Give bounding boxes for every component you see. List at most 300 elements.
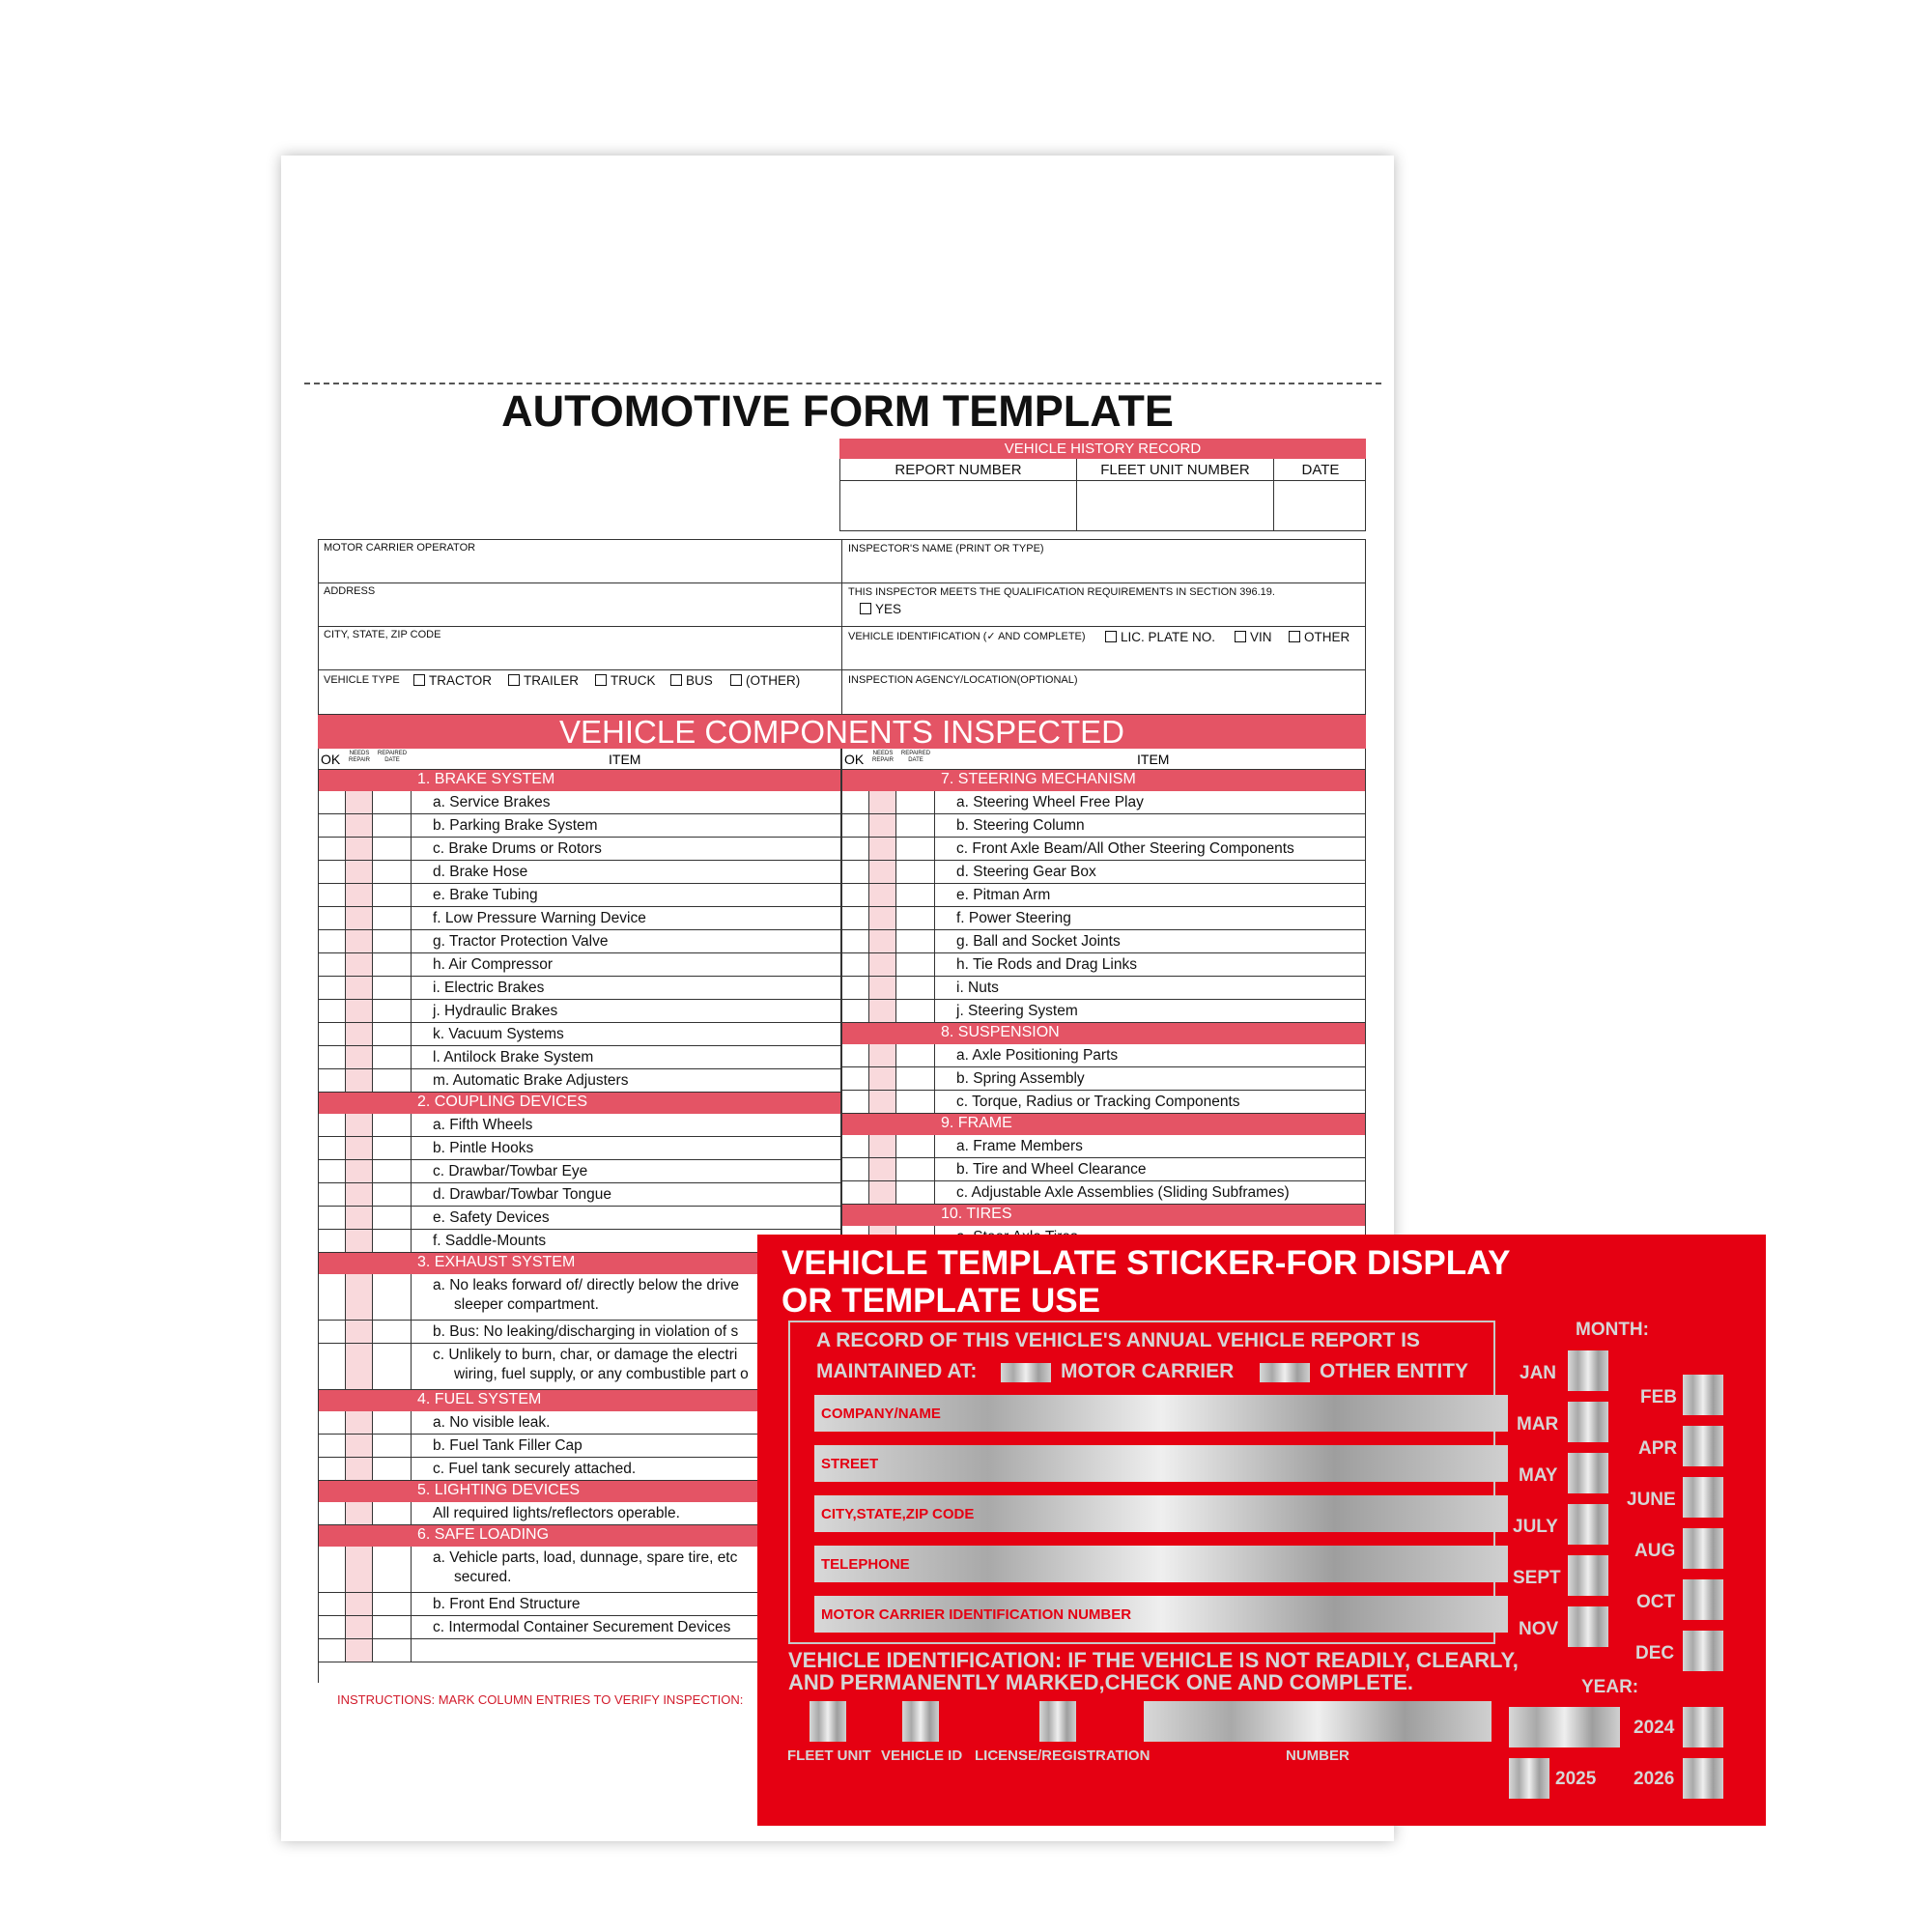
repaired-date-cell[interactable] <box>896 953 935 976</box>
ok-checkbox-cell[interactable] <box>842 1135 869 1157</box>
item-text <box>433 1346 749 1384</box>
month-label: MONTH: <box>1576 1320 1649 1340</box>
repaired-date-cell[interactable] <box>896 1091 935 1113</box>
needs-repair-cell[interactable] <box>346 1547 373 1592</box>
section-title: 1. BRAKE SYSTEM <box>417 771 555 787</box>
repaired-date-cell[interactable] <box>373 861 412 883</box>
needs-repair-cell[interactable] <box>346 1458 373 1480</box>
repaired-date-cell[interactable] <box>373 814 412 837</box>
vehicle-type-bus[interactable]: BUS <box>670 673 713 688</box>
ok-checkbox-cell[interactable] <box>842 838 869 860</box>
date-cell[interactable] <box>1274 459 1367 530</box>
table-row <box>319 1137 840 1160</box>
repaired-date-cell[interactable] <box>373 791 412 813</box>
ok-checkbox-cell[interactable] <box>319 1160 346 1182</box>
ok-checkbox-cell[interactable] <box>842 1091 869 1113</box>
ok-checkbox-cell[interactable] <box>842 1067 869 1090</box>
month-jan-label: JAN <box>1520 1363 1557 1383</box>
month-dec-label: DEC <box>1635 1643 1675 1663</box>
item-text <box>433 1322 738 1342</box>
telephone-field[interactable] <box>814 1546 1508 1582</box>
needs-repair-cell[interactable] <box>869 838 896 860</box>
needs-repair-cell[interactable] <box>869 814 896 837</box>
ok-checkbox-cell[interactable] <box>319 1321 346 1343</box>
item-text <box>433 839 602 859</box>
needs-repair-cell[interactable] <box>869 1091 896 1113</box>
item-text <box>433 1460 636 1479</box>
item-text <box>433 1595 581 1614</box>
fleet-unit-number-label: FLEET UNIT NUMBER <box>1100 462 1250 478</box>
repaired-date-cell[interactable] <box>896 1000 935 1022</box>
motor-carrier-option: MOTOR CARRIER <box>1061 1360 1235 1382</box>
item-text-line: a. No visible leak. <box>433 1414 551 1431</box>
month-aug-box[interactable] <box>1683 1528 1723 1569</box>
ok-checkbox-cell[interactable] <box>319 1458 346 1480</box>
ok-checkbox-cell[interactable] <box>842 1044 869 1066</box>
ok-checkbox-cell[interactable] <box>319 1137 346 1159</box>
repaired-date-cell[interactable] <box>373 1593 412 1615</box>
needs-repair-cell[interactable] <box>346 791 373 813</box>
ok-checkbox-cell[interactable] <box>319 1046 346 1068</box>
month-feb-box[interactable] <box>1683 1375 1723 1415</box>
item-text <box>433 886 538 905</box>
needs-repair-cell[interactable] <box>346 1502 373 1524</box>
item-text <box>956 793 1144 812</box>
item-text-line: l. Antilock Brake System <box>433 1049 594 1065</box>
item-text-line: h. Tie Rods and Drag Links <box>956 956 1137 973</box>
month-mar-box[interactable] <box>1568 1402 1608 1442</box>
repaired-date-cell[interactable] <box>373 1023 412 1045</box>
table-row <box>842 953 1365 977</box>
month-nov-box[interactable] <box>1568 1606 1608 1647</box>
ok-checkbox-cell[interactable] <box>842 977 869 999</box>
fleet-unit-label: FLEET UNIT <box>787 1747 871 1764</box>
table-row <box>319 861 840 884</box>
report-number-cell[interactable] <box>840 459 1077 530</box>
report-number-label: REPORT NUMBER <box>895 462 1022 478</box>
ok-checkbox-cell[interactable] <box>842 884 869 906</box>
id-option-other[interactable]: OTHER <box>1289 630 1350 644</box>
repaired-date-cell[interactable] <box>373 1616 412 1638</box>
item-text <box>956 1046 1118 1065</box>
needs-repair-cell[interactable] <box>869 1000 896 1022</box>
needs-repair-cell[interactable] <box>346 1207 373 1229</box>
repaired-date-cell[interactable] <box>373 1114 412 1136</box>
vehicle-type-trailer[interactable]: TRAILER <box>508 673 579 688</box>
repaired-date-cell[interactable] <box>896 1181 935 1204</box>
repaired-date-cell[interactable] <box>373 1502 412 1524</box>
needs-repair-cell[interactable] <box>869 1135 896 1157</box>
needs-repair-cell[interactable] <box>869 953 896 976</box>
ok-checkbox-cell[interactable] <box>319 1230 346 1252</box>
needs-repair-cell[interactable] <box>346 1639 373 1662</box>
ok-checkbox-cell[interactable] <box>319 953 346 976</box>
repaired-date-cell[interactable] <box>896 814 935 837</box>
needs-repair-cell[interactable] <box>346 1069 373 1092</box>
item-text <box>433 1002 557 1021</box>
table-row <box>319 1114 840 1137</box>
repaired-date-cell[interactable] <box>373 1274 412 1320</box>
item-text-line: b. Pintle Hooks <box>433 1140 534 1156</box>
ok-checkbox-cell[interactable] <box>842 907 869 929</box>
needs-repair-cell[interactable] <box>346 884 373 906</box>
month-sept-label: SEPT <box>1513 1568 1561 1588</box>
needs-repair-cell[interactable] <box>346 907 373 929</box>
ok-checkbox-cell[interactable] <box>319 1411 346 1434</box>
item-text-line: secured. <box>454 1569 512 1585</box>
needs-repair-cell[interactable] <box>346 1137 373 1159</box>
month-sept-box[interactable] <box>1568 1555 1608 1596</box>
table-row <box>842 1158 1365 1181</box>
month-june-box[interactable] <box>1683 1477 1723 1518</box>
ok-header: OK <box>844 752 865 767</box>
needs-repair-cell[interactable] <box>346 1435 373 1457</box>
table-row <box>319 1046 840 1069</box>
table-row <box>842 907 1365 930</box>
ok-checkbox-cell[interactable] <box>319 1000 346 1022</box>
year-blank-box[interactable] <box>1509 1707 1620 1747</box>
month-june-label: JUNE <box>1627 1490 1676 1510</box>
ok-checkbox-cell[interactable] <box>319 1593 346 1615</box>
repaired-date-cell[interactable] <box>896 884 935 906</box>
month-mar-label: MAR <box>1517 1414 1559 1435</box>
company-name-label: COMPANY/NAME <box>821 1406 941 1422</box>
table-row <box>842 791 1365 814</box>
month-july-label: JULY <box>1513 1517 1558 1537</box>
table-row <box>319 930 840 953</box>
item-text <box>433 955 553 975</box>
company-name-field[interactable] <box>814 1395 1508 1432</box>
table-row <box>842 1181 1365 1205</box>
ok-checkbox-cell[interactable] <box>319 1639 346 1662</box>
needs-repair-cell[interactable] <box>346 1230 373 1252</box>
needs-repair-cell[interactable] <box>346 1046 373 1068</box>
fleet-unit-checkbox[interactable] <box>810 1701 846 1742</box>
repaired-date-cell[interactable] <box>373 1183 412 1206</box>
repaired-date-cell[interactable] <box>373 1411 412 1434</box>
repaired-date-cell[interactable] <box>896 1135 935 1157</box>
ok-checkbox-cell[interactable] <box>842 791 869 813</box>
ok-checkbox-cell[interactable] <box>319 1207 346 1229</box>
item-text <box>433 1048 593 1067</box>
item-text-line: j. Steering System <box>956 1003 1078 1019</box>
repaired-date-cell[interactable] <box>373 1069 412 1092</box>
item-text-line: b. Steering Column <box>956 817 1085 834</box>
item-text-line: f. Saddle-Mounts <box>433 1233 547 1249</box>
vehicle-type-truck[interactable]: TRUCK <box>595 673 656 688</box>
perforation-line <box>304 383 1381 384</box>
ok-checkbox-cell[interactable] <box>319 1547 346 1592</box>
repaired-date-cell[interactable] <box>373 953 412 976</box>
needs-repair-cell[interactable] <box>869 977 896 999</box>
ok-checkbox-cell[interactable] <box>319 838 346 860</box>
needs-repair-cell[interactable] <box>869 907 896 929</box>
ok-checkbox-cell[interactable] <box>319 1023 346 1045</box>
needs-repair-cell[interactable] <box>869 791 896 813</box>
item-text-line: f. Power Steering <box>956 910 1071 926</box>
ok-checkbox-cell[interactable] <box>319 861 346 883</box>
number-field[interactable] <box>1144 1701 1492 1742</box>
item-text-line: d. Brake Hose <box>433 864 528 880</box>
item-header: ITEM <box>609 752 641 767</box>
needs-repair-cell[interactable] <box>346 1160 373 1182</box>
instructions-text: INSTRUCTIONS: MARK COLUMN ENTRIES TO VERIFY INSPECTION: <box>337 1692 744 1707</box>
ok-header: OK <box>321 752 341 767</box>
year-2026-box[interactable] <box>1683 1758 1723 1799</box>
repaired-date-cell[interactable] <box>896 977 935 999</box>
city-state-zip-field[interactable] <box>814 1495 1508 1532</box>
needs-repair-cell[interactable] <box>346 930 373 952</box>
motor-carrier-checkbox[interactable] <box>1001 1363 1051 1382</box>
needs-repair-cell[interactable] <box>346 1023 373 1045</box>
item-text <box>433 1232 546 1251</box>
item-text-line: a. Frame Members <box>956 1138 1083 1154</box>
item-text <box>956 1183 1290 1203</box>
qualification-yes[interactable]: YES <box>860 602 901 616</box>
ok-checkbox-cell[interactable] <box>319 1069 346 1092</box>
repaired-date-cell[interactable] <box>373 1458 412 1480</box>
fleet-unit-number-cell[interactable] <box>1077 459 1274 530</box>
section-header <box>319 1093 840 1114</box>
inspection-agency-label: INSPECTION AGENCY/LOCATION(OPTIONAL) <box>848 674 1078 686</box>
item-text <box>956 1002 1078 1021</box>
table-row <box>319 1207 840 1230</box>
needs-repair-cell[interactable] <box>346 1114 373 1136</box>
month-oct-label: OCT <box>1636 1592 1676 1612</box>
vehicle-id-label: VEHICLE ID <box>881 1747 963 1764</box>
repaired-date-cell[interactable] <box>896 791 935 813</box>
id-option-vin[interactable]: VIN <box>1235 630 1272 644</box>
section-title: 7. STEERING MECHANISM <box>941 771 1136 787</box>
ok-checkbox-cell[interactable] <box>319 1114 346 1136</box>
item-text <box>956 932 1121 952</box>
repaired-date-cell[interactable] <box>373 1207 412 1229</box>
ok-checkbox-cell[interactable] <box>319 907 346 929</box>
repaired-date-cell[interactable] <box>373 1321 412 1343</box>
table-row <box>319 1183 840 1207</box>
month-feb-label: FEB <box>1640 1387 1677 1407</box>
ok-checkbox-cell[interactable] <box>842 814 869 837</box>
other-entity-checkbox[interactable] <box>1260 1363 1310 1382</box>
section-title: 2. COUPLING DEVICES <box>417 1094 588 1110</box>
vehicle-type-tractor[interactable]: TRACTOR <box>413 673 492 688</box>
repaired-date-cell[interactable] <box>373 1639 412 1662</box>
mc-id-number-field[interactable] <box>814 1596 1508 1633</box>
item-text-line: a. Service Brakes <box>433 794 551 810</box>
needs-repair-cell[interactable] <box>869 1181 896 1204</box>
repaired-date-cell[interactable] <box>373 930 412 952</box>
month-may-box[interactable] <box>1568 1453 1608 1493</box>
components-title-bar: VEHICLE COMPONENTS INSPECTED <box>318 715 1366 749</box>
ok-checkbox-cell[interactable] <box>319 977 346 999</box>
history-record-table <box>839 459 1366 531</box>
table-row <box>842 1000 1365 1023</box>
table-row <box>842 838 1365 861</box>
item-text <box>433 1208 550 1228</box>
needs-repair-cell[interactable] <box>346 1593 373 1615</box>
ok-checkbox-cell[interactable] <box>319 930 346 952</box>
repaired-date-cell[interactable] <box>373 907 412 929</box>
needs-repair-cell[interactable] <box>346 1616 373 1638</box>
month-apr-label: APR <box>1638 1438 1678 1459</box>
repaired-date-cell[interactable] <box>896 838 935 860</box>
needs-repair-cell[interactable] <box>346 953 373 976</box>
repaired-date-cell[interactable] <box>896 1158 935 1180</box>
needs-repair-cell[interactable] <box>346 1321 373 1343</box>
needs-repair-cell[interactable] <box>346 1344 373 1389</box>
item-text-line: d. Drawbar/Towbar Tongue <box>433 1186 611 1203</box>
ok-checkbox-cell[interactable] <box>319 1344 346 1389</box>
ok-checkbox-cell[interactable] <box>842 1181 869 1204</box>
item-text-line: a. No leaks forward of/ directly below the drive <box>433 1277 740 1293</box>
repaired-date-cell[interactable] <box>373 1160 412 1182</box>
item-text <box>956 1093 1240 1112</box>
ok-checkbox-cell[interactable] <box>842 861 869 883</box>
maintained-at-label: MAINTAINED AT: <box>816 1360 978 1382</box>
item-text-line: c. Fuel tank securely attached. <box>433 1461 637 1477</box>
month-dec-box[interactable] <box>1683 1631 1723 1671</box>
repaired-date-cell[interactable] <box>373 977 412 999</box>
repaired-date-cell[interactable] <box>373 1046 412 1068</box>
id-option-lic-plate[interactable]: LIC. PLATE NO. <box>1105 630 1215 644</box>
ok-checkbox-cell[interactable] <box>319 1183 346 1206</box>
repaired-date-cell[interactable] <box>896 1044 935 1066</box>
right-components-table <box>841 770 1366 1235</box>
needs-repair-cell[interactable] <box>346 814 373 837</box>
table-row <box>842 930 1365 953</box>
item-text-line: c. Torque, Radius or Tracking Components <box>956 1094 1240 1110</box>
vehicle-id-checkbox[interactable] <box>902 1701 939 1742</box>
ok-checkbox-cell[interactable] <box>842 1158 869 1180</box>
item-text-line: c. Adjustable Axle Assemblies (Sliding Subframes) <box>956 1184 1290 1201</box>
needs-repair-cell[interactable] <box>346 838 373 860</box>
needs-repair-cell[interactable] <box>869 884 896 906</box>
sticker-title <box>781 1244 1511 1320</box>
needs-repair-cell[interactable] <box>869 1158 896 1180</box>
repaired-date-cell[interactable] <box>373 1547 412 1592</box>
repaired-date-cell[interactable] <box>373 1435 412 1457</box>
inspector-name-label: INSPECTOR'S NAME (PRINT OR TYPE) <box>848 543 1044 554</box>
year-2025-box[interactable] <box>1509 1758 1549 1799</box>
table-row <box>319 1069 840 1093</box>
item-text <box>956 955 1137 975</box>
needs-repair-cell[interactable] <box>346 1183 373 1206</box>
repaired-date-cell[interactable] <box>896 907 935 929</box>
item-text <box>956 909 1071 928</box>
month-july-box[interactable] <box>1568 1504 1608 1545</box>
table-row <box>842 1091 1365 1114</box>
item-text <box>433 1504 680 1523</box>
item-text-line: c. Unlikely to burn, char, or damage the electri <box>433 1347 738 1363</box>
needs-repair-cell[interactable] <box>346 977 373 999</box>
checkbox-icon <box>730 674 742 686</box>
table-row <box>842 861 1365 884</box>
repaired-date-cell[interactable] <box>373 1230 412 1252</box>
item-text-line: b. Spring Assembly <box>956 1070 1085 1087</box>
checkbox-icon <box>595 674 607 686</box>
license-registration-checkbox[interactable] <box>1039 1701 1076 1742</box>
table-row <box>842 1044 1365 1067</box>
month-oct-box[interactable] <box>1683 1579 1723 1620</box>
vehicle-identification-line2: AND PERMANENTLY MARKED,CHECK ONE AND COMPLETE. <box>788 1670 1414 1694</box>
ok-checkbox-cell[interactable] <box>842 953 869 976</box>
repaired-date-cell[interactable] <box>373 1000 412 1022</box>
item-text <box>433 793 550 812</box>
table-row <box>319 907 840 930</box>
table-row <box>319 977 840 1000</box>
table-row <box>319 814 840 838</box>
needs-repair-cell[interactable] <box>869 1067 896 1090</box>
needs-repair-cell[interactable] <box>869 930 896 952</box>
ok-checkbox-cell[interactable] <box>319 1502 346 1524</box>
sticker-title-line1: VEHICLE TEMPLATE STICKER-FOR DISPLAY <box>781 1244 1511 1282</box>
needs-repair-cell[interactable] <box>869 1044 896 1066</box>
item-text-line: wiring, fuel supply, or any combustible part o <box>454 1366 749 1382</box>
section-header <box>842 770 1365 791</box>
ok-checkbox-cell[interactable] <box>842 930 869 952</box>
item-text <box>433 1162 587 1181</box>
item-text-line: g. Ball and Socket Joints <box>956 933 1121 950</box>
city-state-zip-label: CITY,STATE,ZIP CODE <box>821 1506 975 1522</box>
section-header <box>842 1205 1365 1226</box>
item-text <box>956 886 1050 905</box>
street-field[interactable] <box>814 1445 1508 1482</box>
year-2025-label: 2025 <box>1555 1769 1597 1789</box>
ok-checkbox-cell[interactable] <box>319 814 346 837</box>
repaired-date-cell[interactable] <box>373 1137 412 1159</box>
ok-checkbox-cell[interactable] <box>842 1000 869 1022</box>
checkbox-icon <box>860 603 871 614</box>
needs-repair-cell[interactable] <box>346 861 373 883</box>
month-apr-box[interactable] <box>1683 1426 1723 1466</box>
item-text-line: a. Fifth Wheels <box>433 1117 533 1133</box>
item-text <box>433 816 598 836</box>
table-row <box>319 838 840 861</box>
vehicle-sticker <box>757 1235 1766 1826</box>
item-text-line: e. Pitman Arm <box>956 887 1051 903</box>
repaired-date-cell[interactable] <box>896 930 935 952</box>
ok-checkbox-cell[interactable] <box>319 1435 346 1457</box>
needs-repair-cell[interactable] <box>869 861 896 883</box>
item-text-line: b. Tire and Wheel Clearance <box>956 1161 1147 1178</box>
needs-repair-cell[interactable] <box>346 1000 373 1022</box>
repaired-date-cell[interactable] <box>373 838 412 860</box>
item-text <box>433 863 527 882</box>
vehicle-type-other[interactable]: (OTHER) <box>730 673 800 688</box>
item-text-line: d. Steering Gear Box <box>956 864 1096 880</box>
ok-checkbox-cell[interactable] <box>319 1616 346 1638</box>
year-2024-box[interactable] <box>1683 1707 1723 1747</box>
table-row <box>842 884 1365 907</box>
section-title: 9. FRAME <box>941 1115 1012 1131</box>
item-text <box>433 909 646 928</box>
needs-repair-cell[interactable] <box>346 1411 373 1434</box>
repaired-date-cell[interactable] <box>896 861 935 883</box>
ok-checkbox-cell[interactable] <box>319 884 346 906</box>
needs-repair-cell[interactable] <box>346 1274 373 1320</box>
telephone-label: TELEPHONE <box>821 1556 910 1573</box>
item-text <box>433 1618 730 1637</box>
month-jan-box[interactable] <box>1568 1350 1608 1391</box>
repaired-date-cell[interactable] <box>373 1344 412 1389</box>
ok-checkbox-cell[interactable] <box>319 1274 346 1320</box>
item-text-line: e. Safety Devices <box>433 1209 550 1226</box>
repaired-date-cell[interactable] <box>896 1067 935 1090</box>
item-text-line: sleeper compartment. <box>454 1296 599 1313</box>
ok-checkbox-cell[interactable] <box>319 791 346 813</box>
repaired-date-header: REPAIRED DATE <box>900 751 931 763</box>
repaired-date-cell[interactable] <box>373 884 412 906</box>
